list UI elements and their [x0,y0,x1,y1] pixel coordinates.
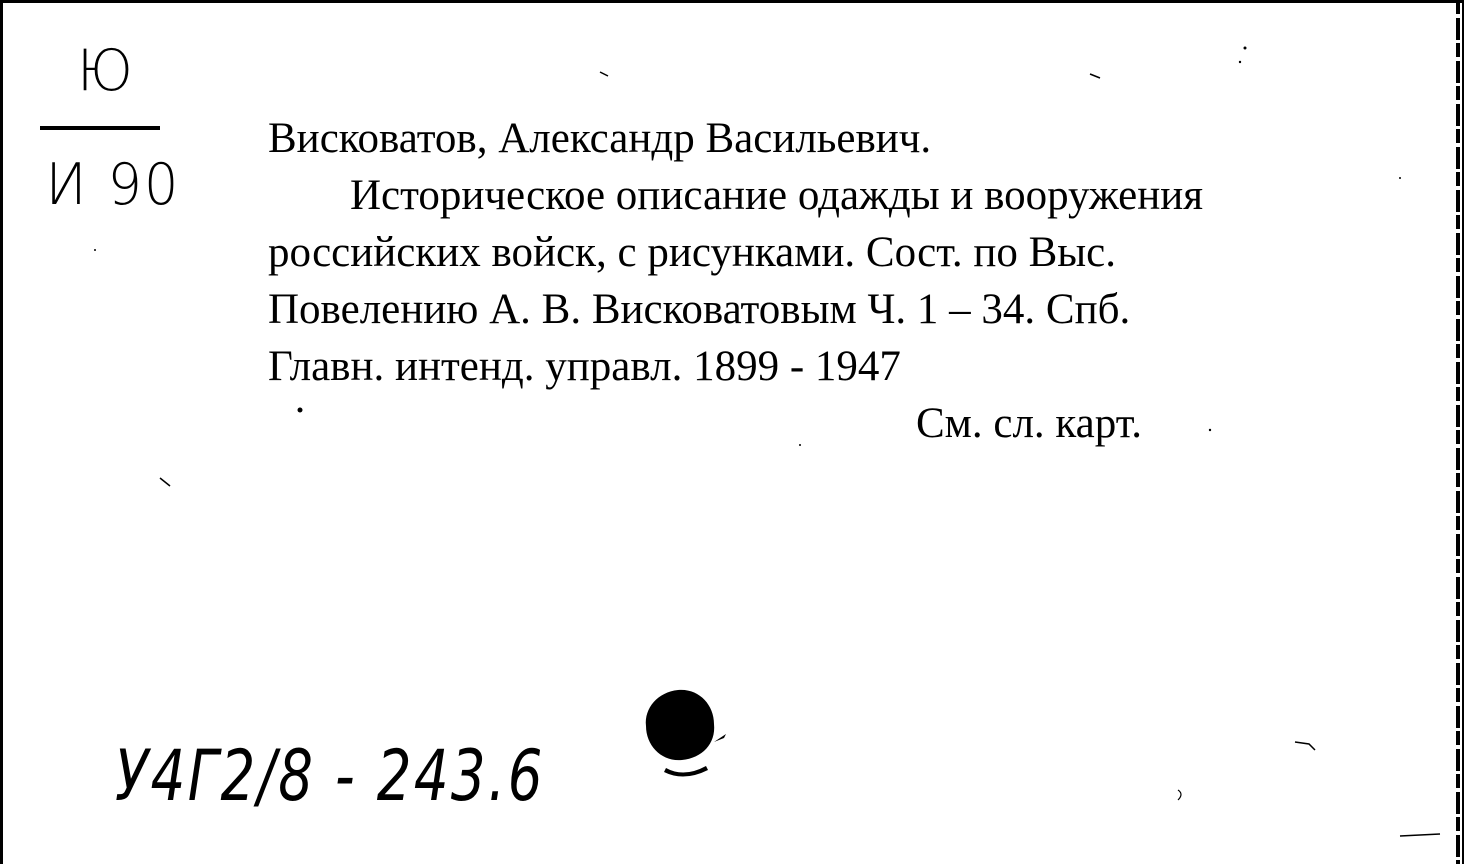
shelf-mark-top: Ю [77,37,135,104]
shelf-mark-divider [40,126,160,130]
shelf-mark-bottom: И 90 [45,151,181,218]
card-top-edge [0,0,1464,3]
see-next-card: См. сл. карт. [916,400,1143,447]
card-left-edge [0,0,3,864]
entry-author: Висковатов, Александр Васильевич. [268,115,932,162]
card-right-edge [1456,0,1460,864]
entry-publisher-line: Главн. интенд. управл. 1899 - 1947 [268,343,901,390]
entry-title-line: Историческое описание одажды и вооружения [350,172,1204,219]
entry-publication-line: Повелению А. В. Висковатовым Ч. 1 – 34. Спб. [268,286,1131,333]
punch-hole-icon [626,680,736,790]
inventory-number: У4Г2/8 - 243.6 [115,735,545,817]
shelf-mark [30,35,190,218]
entry-title-line: российских войск, с рисунками. Сост. по Выс. [268,229,1116,276]
bibliographic-entry [268,110,1398,452]
